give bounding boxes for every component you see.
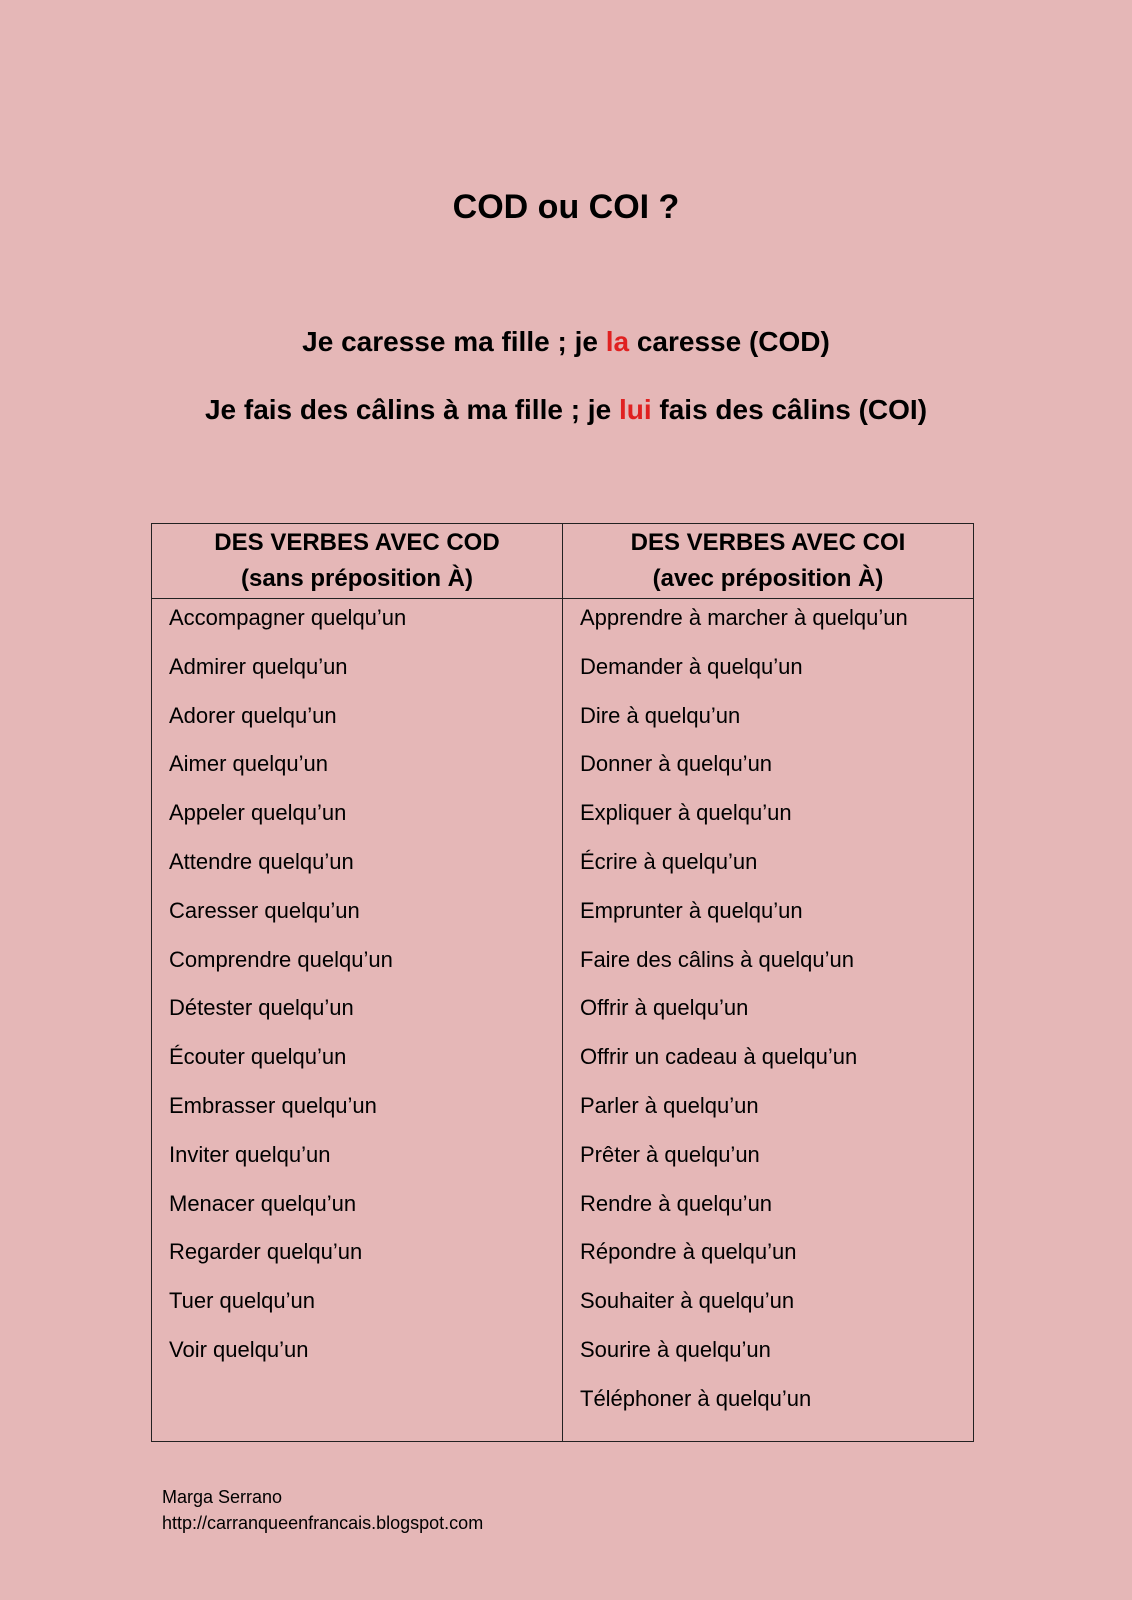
coi-verb-list [563, 599, 973, 1441]
list-item: Offrir à quelqu’un [580, 995, 749, 1021]
list-item: Voir quelqu’un [169, 1336, 309, 1362]
cod-column [152, 599, 563, 1442]
list-item: Aimer quelqu’un [169, 751, 328, 777]
list-item: Emprunter à quelqu’un [580, 897, 803, 923]
list-item: Inviter quelqu’un [169, 1141, 331, 1167]
coi-column-header [563, 524, 974, 599]
example-cod [0, 322, 1132, 390]
example-sentences [0, 322, 1132, 458]
list-item: Faire des câlins à quelqu’un [580, 946, 854, 972]
coi-column [563, 599, 974, 1442]
example-cod-after: caresse (COD) [629, 326, 830, 357]
example-cod-pronoun: la [605, 326, 630, 357]
list-item: Répondre à quelqu’un [580, 1239, 797, 1265]
example-coi-after: fais des câlins (COI) [651, 394, 928, 425]
list-item: Apprendre à marcher à quelqu’un [580, 605, 908, 630]
table-header-row [152, 524, 974, 599]
verbs-table [151, 523, 974, 1442]
list-item: Attendre quelqu’un [169, 848, 354, 874]
list-item: Comprendre quelqu’un [169, 946, 393, 972]
coi-header-line1: DES VERBES AVEC COI [630, 529, 906, 556]
list-item: Téléphoner à quelqu’un [580, 1385, 812, 1411]
list-item: Caresser quelqu’un [169, 897, 360, 923]
footer [162, 1484, 483, 1536]
cod-column-header [152, 524, 563, 599]
list-item: Parler à quelqu’un [580, 1092, 759, 1118]
list-item: Demander à quelqu’un [580, 653, 803, 679]
cod-verb-list [152, 599, 562, 1392]
list-item: Accompagner quelqu’un [169, 605, 407, 630]
list-item: Souhaiter à quelqu’un [580, 1288, 795, 1314]
coi-header-line2: (avec préposition À) [652, 565, 884, 592]
cod-header-line2: (sans préposition À) [240, 565, 474, 592]
list-item: Tuer quelqu’un [169, 1288, 315, 1314]
cod-header-line1: DES VERBES AVEC COD [214, 529, 500, 556]
list-item: Écouter quelqu’un [169, 1044, 347, 1070]
list-item: Adorer quelqu’un [169, 702, 337, 728]
list-item: Détester quelqu’un [169, 995, 354, 1021]
example-cod-before: Je caresse ma fille ; je [302, 326, 606, 357]
example-coi [0, 390, 1132, 458]
author-name: Marga Serrano [162, 1487, 283, 1507]
list-item: Regarder quelqu’un [169, 1239, 363, 1265]
list-item: Expliquer à quelqu’un [580, 800, 792, 826]
example-coi-before: Je fais des câlins à ma fille ; je [204, 394, 619, 425]
example-coi-pronoun: lui [618, 394, 652, 425]
blog-link[interactable]: http://carranqueenfrancais.blogspot.com [162, 1513, 484, 1533]
list-item: Écrire à quelqu’un [580, 848, 758, 874]
list-item: Prêter à quelqu’un [580, 1141, 760, 1167]
list-item: Offrir un cadeau à quelqu’un [580, 1044, 858, 1070]
list-item: Dire à quelqu’un [580, 702, 741, 728]
list-item: Embrasser quelqu’un [169, 1092, 377, 1118]
list-item: Sourire à quelqu’un [580, 1336, 771, 1362]
list-item: Rendre à quelqu’un [580, 1190, 773, 1216]
list-item: Donner à quelqu’un [580, 751, 773, 777]
page-title: COD ou COI ? [452, 188, 680, 226]
table-body-row [152, 599, 974, 1442]
list-item: Menacer quelqu’un [169, 1190, 357, 1216]
list-item: Admirer quelqu’un [169, 653, 348, 679]
list-item: Appeler quelqu’un [169, 800, 347, 826]
